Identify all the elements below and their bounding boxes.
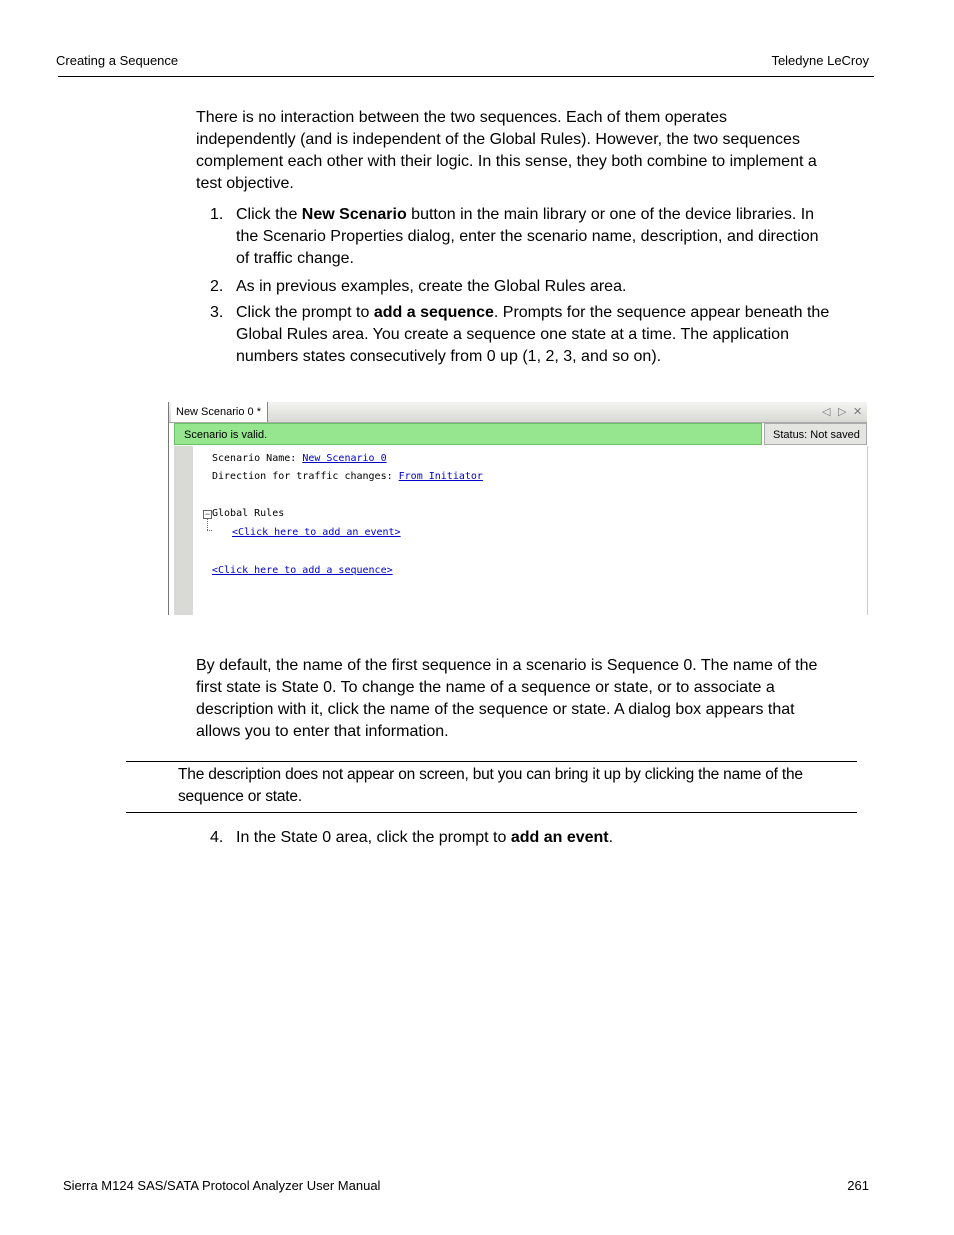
intro-paragraph (196, 107, 817, 195)
step-1 (210, 204, 819, 270)
step-text: Click the (236, 206, 302, 223)
step-4 (210, 827, 614, 849)
intro-line: complement each other with their logic. In this sense, they both combine to implement a (196, 153, 817, 170)
global-rules-label: Global Rules (212, 508, 285, 519)
intro-line: test objective. (196, 175, 294, 192)
body-line: first state is State 0. To change the name of a sequence or state, or to associate a (196, 679, 775, 696)
close-icon[interactable]: ✕ (853, 406, 863, 418)
validation-status: Scenario is valid. (174, 423, 762, 445)
editor-gutter (174, 446, 193, 615)
ui-term: New Scenario (301, 206, 407, 223)
step-text: the Scenario Properties dialog, enter the scenario name, description, and direction (236, 228, 819, 245)
step-text: of traffic change. (236, 250, 354, 267)
ui-term: add a sequence (373, 304, 494, 321)
note-rule-bottom (126, 812, 857, 813)
intro-line: independently (and is independent of the Global Rules). However, the two sequences (196, 131, 800, 148)
running-header-left: Creating a Sequence (56, 53, 179, 68)
page-number: 261 (847, 1178, 869, 1193)
save-status: Status: Not saved (764, 423, 867, 445)
step-number: 1. (210, 206, 224, 223)
running-header-right: Teledyne LeCroy (771, 53, 869, 68)
direction-row (212, 471, 483, 483)
tab-new-scenario[interactable]: New Scenario 0 * (171, 402, 268, 422)
collapse-icon[interactable]: − (204, 509, 211, 519)
add-event-link[interactable]: <Click here to add an event> (232, 527, 401, 538)
note-line: sequence or state. (178, 788, 302, 805)
note-line: The description does not appear on screen, but you can bring it up by clicking the name of the (178, 766, 803, 783)
body-line: By default, the name of the first sequence in a scenario is Sequence 0. The name of the (196, 657, 818, 674)
tree-connector (207, 530, 212, 532)
scenario-name-label: Scenario Name: (212, 453, 303, 464)
ui-term: add an event (510, 829, 609, 846)
step-text: Global Rules area. You create a sequence one state at a time. The application (236, 326, 789, 343)
step-text: Click the prompt to (236, 304, 374, 321)
step-text: . Prompts for the sequence appear beneath the (493, 304, 830, 321)
step-text: . (608, 829, 614, 846)
step-number: 4. (210, 829, 224, 846)
step-2 (210, 276, 627, 298)
body-paragraph (196, 655, 817, 743)
scenario-name-link[interactable]: New Scenario 0 (302, 453, 387, 464)
body-line: description with it, click the name of the sequence or state. A dialog box appears that (196, 701, 795, 718)
step-3 (210, 302, 830, 368)
scenario-editor-screenshot (168, 402, 867, 615)
step-text: button in the main library or one of the device libraries. In (406, 206, 815, 223)
scroll-left-icon[interactable]: ◁ (822, 406, 831, 418)
add-sequence-link[interactable]: <Click here to add a sequence> (212, 565, 393, 576)
step-text: In the State 0 area, click the prompt to (236, 829, 511, 846)
direction-label: Direction for traffic changes: (212, 471, 399, 482)
header-rule (58, 76, 874, 77)
scroll-right-icon[interactable]: ▷ (838, 406, 847, 418)
tab-bar (169, 402, 867, 423)
step-number: 2. (210, 278, 224, 295)
tree-connector (207, 519, 209, 530)
step-number: 3. (210, 304, 224, 321)
note (178, 764, 803, 808)
direction-link[interactable]: From Initiator (398, 471, 483, 482)
scenario-name-row (212, 453, 387, 465)
note-rule-top (126, 761, 857, 762)
step-text: As in previous examples, create the Global Rules area. (236, 278, 627, 295)
footer-title: Sierra M124 SAS/SATA Protocol Analyzer User Manual (63, 1178, 381, 1193)
scenario-editor (174, 446, 868, 615)
body-line: allows you to enter that information. (196, 723, 449, 740)
step-text: numbers states consecutively from 0 up (1, 2, 3, and so on). (236, 348, 662, 365)
intro-line: There is no interaction between the two sequences. Each of them operates (196, 109, 727, 126)
